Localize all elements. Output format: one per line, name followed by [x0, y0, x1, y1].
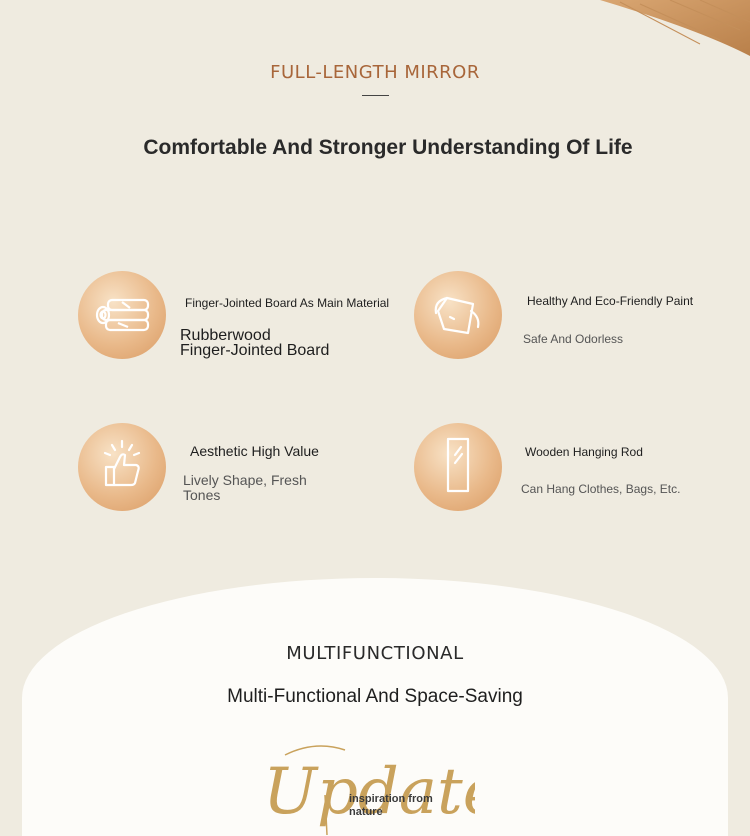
thumbs-up-icon — [78, 423, 166, 511]
eyebrow-divider — [362, 95, 389, 96]
feature-title: Aesthetic High Value — [190, 443, 319, 459]
multifunctional-subtitle: Multi-Functional And Space-Saving — [227, 686, 523, 707]
section-headline: Comfortable And Stronger Understanding Of Life — [143, 136, 633, 159]
feature-title: Healthy And Eco-Friendly Paint — [527, 294, 694, 308]
feature-desc: Safe And Odorless — [523, 332, 624, 346]
feature-desc: Rubberwood Finger-Jointed Board — [180, 327, 330, 359]
update-script-logo — [255, 735, 475, 836]
feature-title: Wooden Hanging Rod — [525, 445, 643, 459]
feature-title: Finger-Jointed Board As Main Material — [185, 296, 390, 310]
wood-texture-corner — [0, 0, 750, 70]
mirror-icon — [414, 423, 502, 511]
feature-desc: Lively Shape, Fresh Tones — [183, 472, 307, 503]
section-eyebrow: FULL-LENGTH MIRROR — [270, 62, 480, 83]
multifunctional-title: MULTIFUNCTIONAL — [286, 643, 464, 664]
wood-logs-icon — [78, 271, 166, 359]
logo-tagline: inspiration from nature — [349, 793, 433, 818]
logo-script-text: Updat — [263, 755, 463, 829]
paint-bucket-icon — [414, 271, 502, 359]
feature-desc: Can Hang Clothes, Bags, Etc. — [521, 482, 681, 496]
